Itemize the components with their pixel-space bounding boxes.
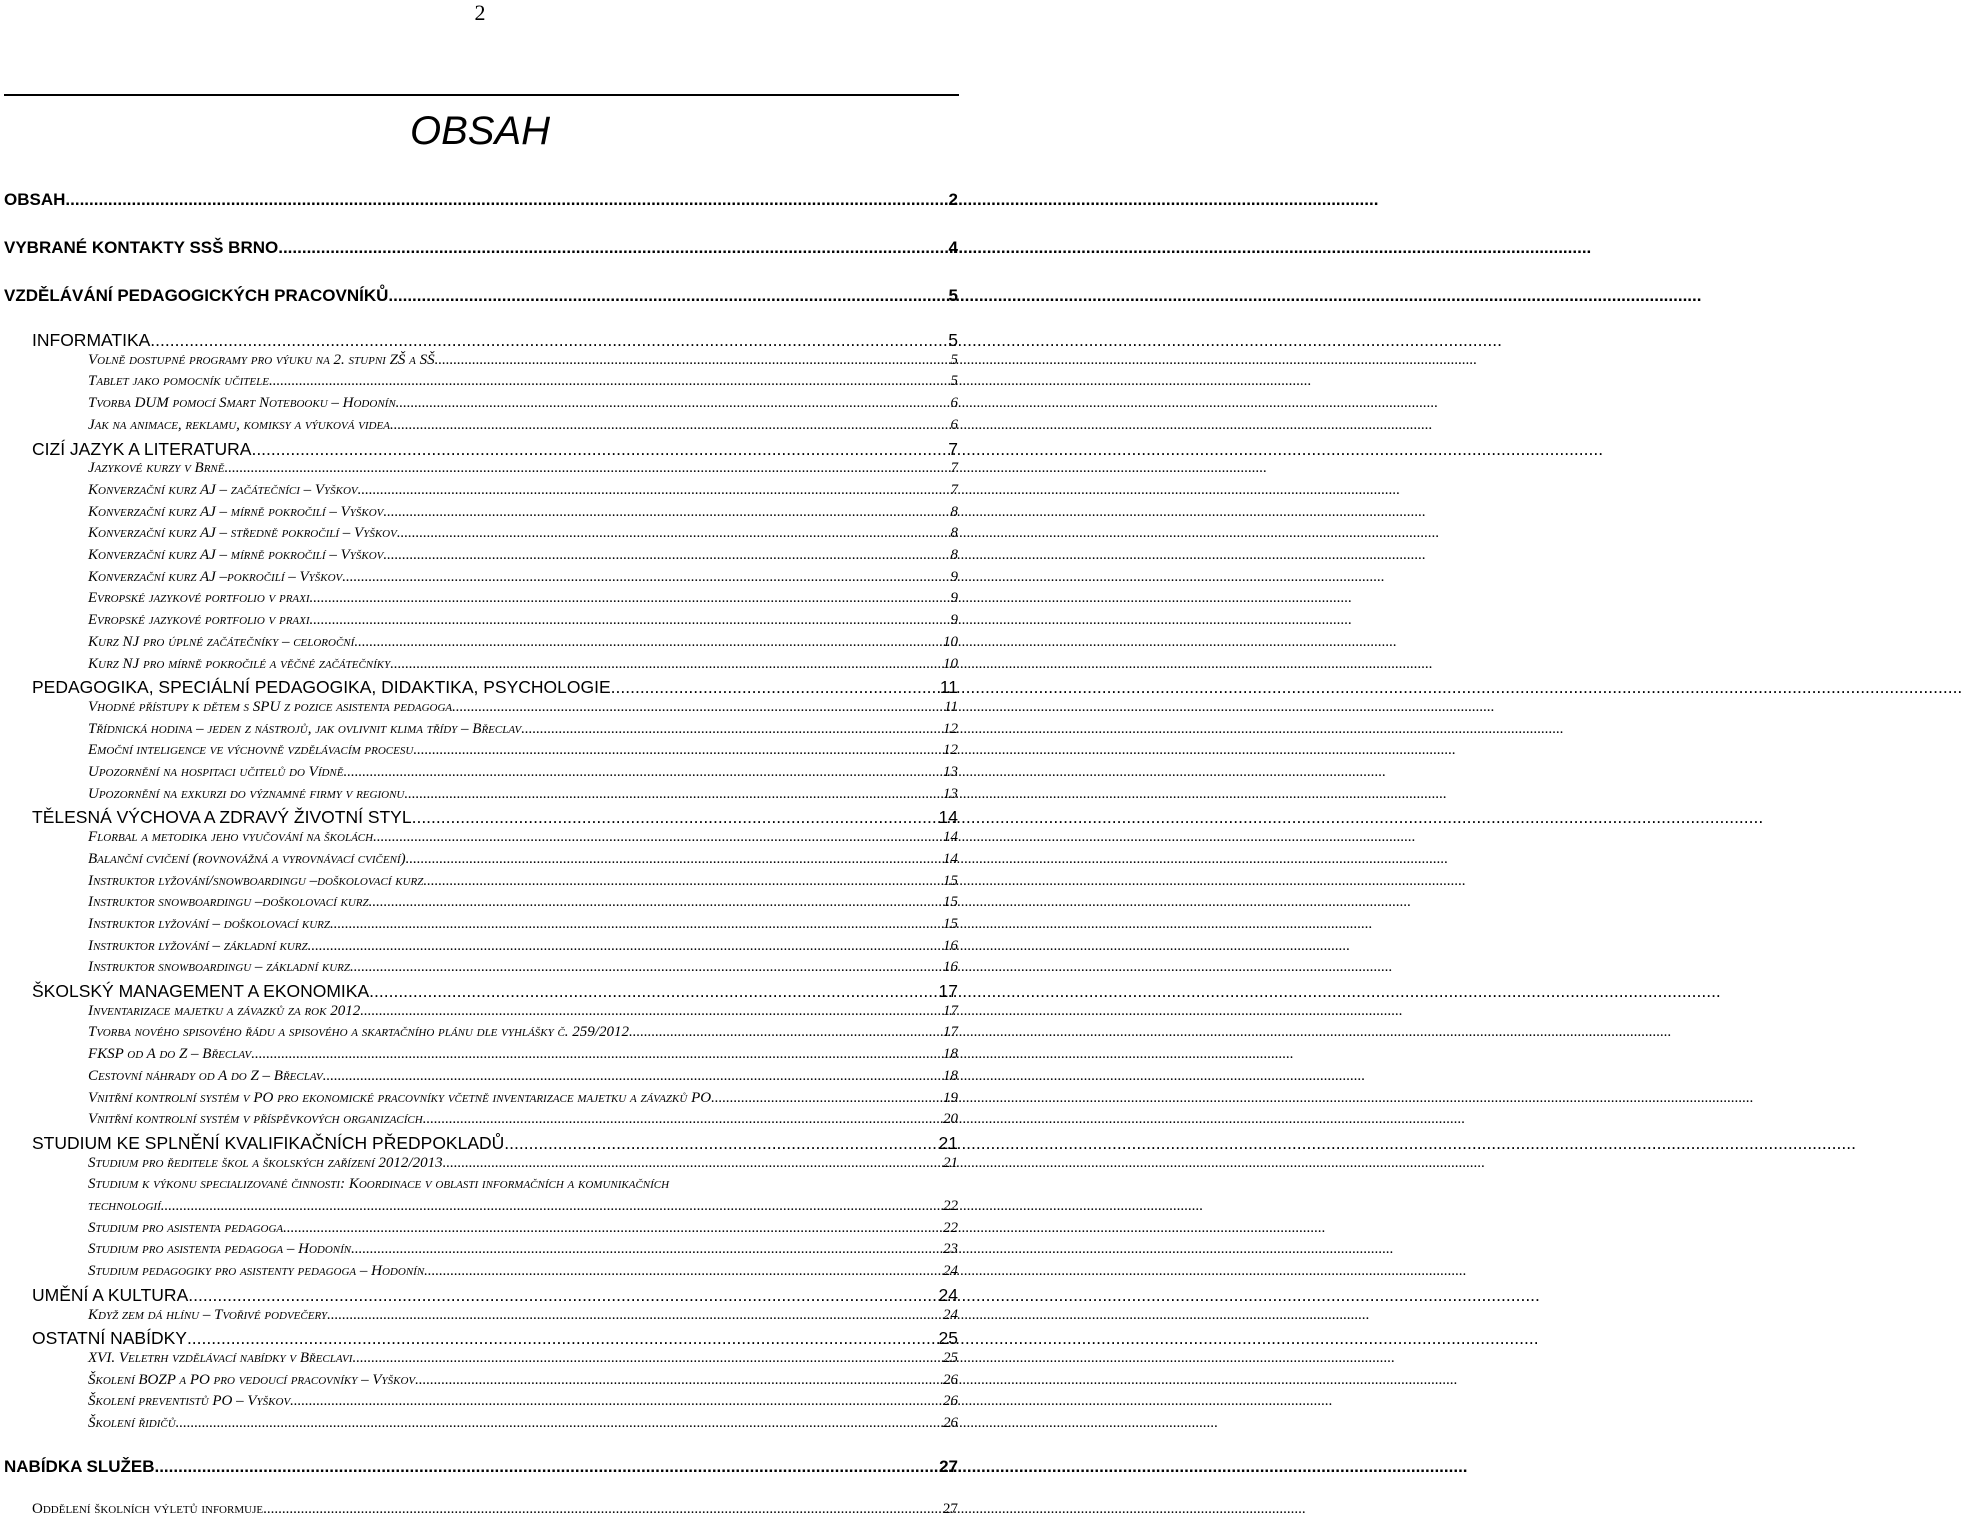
toc-entry-label: Třídnická hodina – jeden z nástrojů, jak ovlivnit klima třídy – Břeclav (88, 720, 522, 737)
toc-entry[interactable] (0, 1263, 960, 1287)
toc-entry-page: 16 (943, 959, 958, 976)
toc-entry[interactable] (0, 460, 960, 484)
toc-entry-label: Instruktor snowboardingu – základní kurz (88, 959, 350, 976)
toc-dot-leader (711, 1090, 943, 1107)
toc-entry-page: 12 (943, 742, 958, 759)
toc-entry-label: CIZÍ JAZYK A LITERATURA (32, 438, 252, 459)
toc-entry[interactable] (0, 1285, 960, 1309)
toc-dot-leader (369, 981, 938, 1002)
toc-entry-page: 8 (950, 503, 958, 520)
toc-entry-label: Vnitřní kontrolní systém v PO pro ekonomické pracovníky včetně inventarizace majetku a závazků PO (88, 1089, 712, 1106)
toc-entry[interactable] (0, 1393, 960, 1417)
toc-entry-label: Evropské jazykové portfolio v praxi (88, 612, 310, 629)
toc-entry-page: 13 (943, 764, 958, 780)
toc-dot-leader (330, 916, 943, 933)
toc-dot-leader (308, 938, 943, 955)
toc-entry-page: 17 (938, 981, 958, 1001)
toc-title: OBSAH (409, 109, 551, 153)
toc-dot-leader (352, 1350, 943, 1367)
toc-dot-leader (413, 742, 943, 759)
toc-entry-page: 15 (943, 915, 958, 932)
toc-entry[interactable] (0, 612, 960, 636)
toc-dot-leader (290, 1393, 943, 1410)
toc-dot-leader (154, 1457, 939, 1477)
toc-entry-page: 14 (943, 829, 958, 846)
toc-dot-leader (423, 873, 943, 890)
toc-entry-label: Instruktor lyžování/snowboardingu –doškolovací kurz (88, 872, 424, 889)
toc-entry-page: 22 (943, 1198, 958, 1214)
toc-entry[interactable] (0, 504, 960, 528)
toc-dot-leader (521, 721, 943, 738)
toc-dot-leader (65, 190, 948, 210)
toc-entry-page: 9 (950, 568, 958, 585)
toc-entry-page: 4 (948, 238, 958, 257)
toc-dot-leader (435, 352, 951, 369)
toc-entry-page: 19 (943, 1089, 958, 1106)
toc-entry-label: Tablet jako pomocník učitele (88, 373, 269, 390)
toc-entry-page: 2 (948, 190, 958, 209)
toc-entry-label: Balanční cvičení (rovnovážná a vyrovnávací cvičení) (88, 850, 406, 867)
toc-entry-label: NABÍDKA SLUŽEB (4, 1457, 155, 1476)
toc-entry-page: 13 (943, 785, 958, 802)
toc-entry-label: Vhodné přístupy k dětem s SPU z pozice asistenta pedagoga (88, 698, 453, 715)
toc-entry[interactable] (0, 1501, 960, 1525)
toc-dot-leader (344, 764, 944, 781)
toc-entry[interactable] (0, 286, 960, 310)
toc-entry-label: Evropské jazykové portfolio v praxi (88, 590, 310, 607)
toc-entry[interactable] (0, 764, 960, 788)
toc-entry[interactable] (0, 721, 960, 745)
toc-entry[interactable] (0, 677, 960, 701)
toc-entry[interactable] (0, 352, 960, 376)
toc-dot-leader (397, 525, 951, 542)
toc-dot-leader (150, 330, 948, 351)
toc-dot-leader (283, 1220, 943, 1237)
toc-entry-page: 23 (943, 1241, 958, 1258)
toc-entry-page: 12 (943, 720, 958, 737)
toc-entry-label: Tvorba nového spisového řádu a spisového a skartačního plánu dle vyhlášky č. 259/2012 (88, 1024, 629, 1041)
toc-entry[interactable] (0, 1220, 960, 1244)
toc-entry[interactable] (0, 807, 960, 831)
toc-entry-page: 18 (943, 1067, 958, 1084)
toc-entry-page: 18 (943, 1046, 958, 1063)
toc-entry[interactable] (0, 1003, 960, 1027)
toc-entry-page: 14 (938, 807, 958, 828)
toc-entry-page: 7 (948, 438, 958, 459)
toc-entry-label: Emoční inteligence ve výchovně vzdělávacím procesu (88, 742, 414, 759)
toc-entry-page: 7 (950, 460, 958, 477)
toc-entry-page: 24 (943, 1263, 958, 1280)
toc-entry-page: 25 (938, 1328, 958, 1349)
toc-entry[interactable] (0, 238, 960, 262)
toc-entry[interactable] (0, 634, 960, 658)
toc-entry-label: Studium pro asistenta pedagoga (88, 1219, 284, 1236)
toc-entry-page: 17 (943, 1024, 958, 1041)
toc-entry[interactable] (0, 894, 960, 918)
toc-entry-page: 6 (950, 416, 958, 433)
toc-entry[interactable] (0, 959, 960, 983)
toc-entry[interactable] (0, 1457, 960, 1481)
toc-entry-label: Konverzační kurz AJ –pokročilí – Vyškov (88, 568, 343, 585)
toc-entry[interactable] (0, 1176, 960, 1200)
toc-entry[interactable] (0, 1133, 960, 1157)
toc-entry[interactable] (0, 1350, 960, 1374)
toc-dot-leader (323, 1068, 943, 1085)
toc-entry-label: Konverzační kurz AJ – mírně pokročilí – Vyškov (88, 503, 384, 520)
toc-entry[interactable] (0, 373, 960, 397)
toc-entry-label: Jazykové kurzy v Brně (88, 460, 225, 477)
toc-entry[interactable] (0, 1046, 960, 1070)
toc-entry-page: 20 (943, 1111, 958, 1128)
toc-entry-label: Instruktor snowboardingu –doškolovací kurz (88, 894, 369, 911)
toc-entry-page: 26 (943, 1415, 958, 1431)
toc-entry-page: 8 (950, 525, 958, 542)
toc-entry-page: 22 (943, 1219, 958, 1236)
toc-entry-label: VZDĚLÁVÁNÍ PEDAGOGICKÝCH PRACOVNÍKŮ (4, 286, 389, 305)
toc-dot-leader (412, 807, 939, 828)
toc-entry[interactable] (0, 590, 960, 614)
toc-entry-label: OBSAH (4, 190, 66, 209)
toc-dot-leader (406, 851, 943, 868)
toc-dot-leader (404, 786, 943, 803)
toc-entry-label: INFORMATIKA (32, 330, 151, 350)
toc-entry[interactable] (0, 330, 960, 354)
toc-dot-leader (342, 569, 950, 586)
toc-entry[interactable] (0, 1090, 960, 1114)
toc-entry-page: 27 (943, 1501, 958, 1517)
toc-dot-leader (383, 504, 950, 521)
toc-entry[interactable] (0, 525, 960, 549)
toc-entry-page: 17 (943, 1002, 958, 1019)
toc-dot-leader (390, 417, 951, 434)
toc-dot-leader (369, 894, 943, 911)
toc-dot-leader (415, 1372, 943, 1389)
toc-dot-leader (452, 699, 944, 716)
toc-entry-page: 9 (950, 590, 958, 607)
toc-entry-page: 26 (943, 1393, 958, 1410)
toc-entry-label: FKSP od A do Z – Břeclav (88, 1046, 252, 1063)
toc-dot-leader (424, 1263, 943, 1280)
toc-dot-leader (360, 1003, 943, 1020)
toc-entry-page: 11 (939, 677, 958, 698)
toc-dot-leader (358, 482, 951, 499)
toc-entry[interactable] (0, 786, 960, 810)
toc-entry-label: Tvorba DUM pomocí Smart Notebooku – Hodonín (88, 395, 396, 412)
toc-entry-label: Kurz NJ pro mírně pokročilé a věčné začátečníky (88, 655, 391, 672)
toc-entry[interactable] (0, 1024, 960, 1048)
toc-entry-label: VYBRANÉ KONTAKTY SSŠ BRNO (4, 238, 279, 257)
toc-entry[interactable] (0, 742, 960, 766)
toc-entry-label: technologií (88, 1198, 161, 1214)
toc-entry-page: 16 (943, 937, 958, 954)
toc-entry[interactable] (0, 699, 960, 723)
toc-dot-leader (188, 1285, 938, 1306)
toc-entry-page: 21 (943, 1154, 958, 1171)
toc-entry-label: Studium pro ředitele škol a školských zařízení 2012/2013 (88, 1154, 443, 1171)
toc-entry-label: Inventarizace majetku a závazků za rok 2012 (88, 1002, 361, 1019)
toc-dot-leader (373, 829, 943, 846)
toc-dot-leader (251, 439, 948, 460)
toc-entry-page: 5 (948, 330, 958, 350)
toc-entry-label: Kurz NJ pro úplné začátečníky – celoroční (88, 633, 355, 650)
toc-dot-leader (327, 1307, 943, 1324)
toc-entry-label: Školení řidičů (88, 1415, 176, 1431)
toc-entry[interactable] (0, 417, 960, 441)
toc-entry-label: Oddělení školních výletů informuje (32, 1501, 264, 1517)
toc-entry[interactable] (0, 1241, 960, 1265)
toc-entry-page: 24 (938, 1284, 958, 1305)
toc-entry-label: Cestovní náhrady od A do Z – Břeclav (88, 1067, 323, 1084)
toc-dot-leader (269, 373, 951, 390)
toc-entry[interactable] (0, 569, 960, 593)
toc-entry-page: 8 (950, 547, 958, 563)
toc-entry-label: UMĚNÍ A KULTURA (32, 1284, 189, 1305)
toc-entry-page: 15 (943, 894, 958, 911)
toc-entry-label: Florbal a metodika jeho vyučování na školách (88, 829, 374, 846)
toc-dot-leader (396, 395, 951, 412)
toc-entry-page: 26 (943, 1371, 958, 1388)
toc-entry-label: Konverzační kurz AJ – začátečníci – Vyškov (88, 481, 358, 498)
toc-entry[interactable] (0, 439, 960, 463)
toc-entry-label: STUDIUM KE SPLNĚNÍ KVALIFIKAČNÍCH PŘEDPOKLADŮ (32, 1132, 505, 1153)
toc-entry[interactable] (0, 1372, 960, 1396)
toc-dot-leader (390, 656, 943, 673)
toc-dot-leader (611, 677, 940, 698)
toc-dot-leader (423, 1111, 943, 1128)
toc-entry[interactable] (0, 1155, 960, 1179)
toc-dot-leader (351, 1241, 943, 1258)
toc-entry-label: OSTATNÍ NABÍDKY (32, 1328, 187, 1349)
toc-entry-page: 7 (950, 481, 958, 498)
toc-dot-leader (176, 1415, 943, 1432)
toc-dot-leader (251, 1046, 943, 1063)
toc-dot-leader (350, 959, 943, 976)
toc-dot-leader (383, 547, 950, 564)
toc-entry[interactable] (0, 1415, 960, 1439)
toc-entry-page: 25 (943, 1349, 958, 1366)
toc-entry-page: 5 (950, 373, 958, 390)
toc-dot-leader (388, 286, 948, 306)
toc-entry-page: 10 (943, 655, 958, 672)
toc-entry-label: Když zem dá hlínu – Tvořivé podvečery (88, 1306, 328, 1323)
toc-entry[interactable] (0, 547, 960, 571)
toc-entry[interactable] (0, 873, 960, 897)
toc-entry[interactable] (0, 190, 960, 214)
toc-dot-leader (224, 460, 950, 477)
toc-entry[interactable] (0, 1111, 960, 1135)
toc-entry-label: Konverzační kurz AJ – středně pokročilí – Vyškov (88, 525, 397, 542)
toc-entry-label: Instruktor lyžování – doškolovací kurz (88, 915, 331, 932)
toc-entry[interactable] (0, 1068, 960, 1092)
toc-entry-page: 5 (948, 286, 958, 305)
toc-entry[interactable] (0, 829, 960, 853)
toc-dot-leader (187, 1328, 939, 1349)
toc-entry-page: 14 (943, 850, 958, 867)
toc-entry-page: 5 (950, 351, 958, 368)
toc-entry[interactable] (0, 395, 960, 419)
toc-entry[interactable] (0, 1198, 960, 1222)
toc-dot-leader (278, 238, 948, 258)
toc-entry[interactable] (0, 1307, 960, 1331)
toc-entry-label: Vnitřní kontrolní systém v příspěvkových organizacích (88, 1111, 423, 1128)
toc-dot-leader (310, 590, 951, 607)
toc-dot-leader (629, 1024, 943, 1041)
toc-entry-label: Studium k výkonu specializované činnosti: Koordinace v oblasti informačních a komunikačních (88, 1176, 670, 1193)
toc-entry-label: Školení BOZP a PO pro vedoucí pracovníky – Vyškov (88, 1371, 416, 1388)
toc-entry-page: 27 (939, 1457, 958, 1476)
toc-entry[interactable] (0, 916, 960, 940)
toc-dot-leader (161, 1198, 943, 1215)
toc-entry-label: Konverzační kurz AJ – mírně pokročilí – Vyškov (88, 547, 384, 563)
toc-entry[interactable] (0, 851, 960, 875)
toc-entry[interactable] (0, 981, 960, 1005)
toc-dot-leader (354, 634, 943, 651)
toc-entry-label: PEDAGOGIKA, SPECIÁLNÍ PEDAGOGIKA, DIDAKTIKA, PSYCHOLOGIE (32, 677, 611, 698)
toc-entry[interactable] (0, 656, 960, 680)
toc-entry-page: 10 (943, 633, 958, 650)
toc-entry-label: Studium pro asistenta pedagoga – Hodonín (88, 1241, 352, 1258)
toc-entry-label: Volně dostupné programy pro výuku na 2. stupni ZŠ a SŠ (88, 351, 435, 368)
toc-entry-label: Jak na animace, reklamu, komiksy a výuková videa (88, 416, 390, 433)
toc-entry-label: Školení preventistů PO – Vyškov (88, 1393, 291, 1410)
toc-entry-page: 15 (943, 872, 958, 889)
toc-dot-leader (263, 1501, 943, 1518)
toc-dot-leader (310, 612, 951, 629)
toc-entry-page: 6 (950, 395, 958, 412)
toc-entry-label: XVI. Veletrh vzdělávací nabídky v Břeclavi (88, 1349, 353, 1366)
toc-entry-label: Instruktor lyžování – základní kurz (88, 937, 308, 954)
toc-entry[interactable] (0, 1328, 960, 1352)
toc-dot-leader (504, 1133, 938, 1154)
toc-entry-label: ŠKOLSKÝ MANAGEMENT A EKONOMIKA (32, 981, 370, 1001)
toc-entry-page: 11 (944, 698, 958, 715)
toc-entry-label: TĚLESNÁ VÝCHOVA A ZDRAVÝ ŽIVOTNÍ STYL (32, 807, 412, 828)
toc-entry-label: Studium pedagogiky pro asistenty pedagoga – Hodonín (88, 1263, 425, 1280)
header-rule (4, 94, 959, 96)
toc-entry-page: 24 (943, 1306, 958, 1323)
toc-entry-page: 9 (950, 612, 958, 629)
toc-entry-label: Upozornění na exkurzi do významné firmy v regionu (88, 785, 405, 802)
toc-entry[interactable] (0, 482, 960, 506)
toc-dot-leader (443, 1155, 943, 1172)
page-number: 2 (474, 0, 486, 25)
toc-entry[interactable] (0, 938, 960, 962)
toc-entry-page: 21 (938, 1132, 958, 1153)
toc-entry-label: Upozornění na hospitaci učitelů do Vídně (88, 764, 344, 780)
